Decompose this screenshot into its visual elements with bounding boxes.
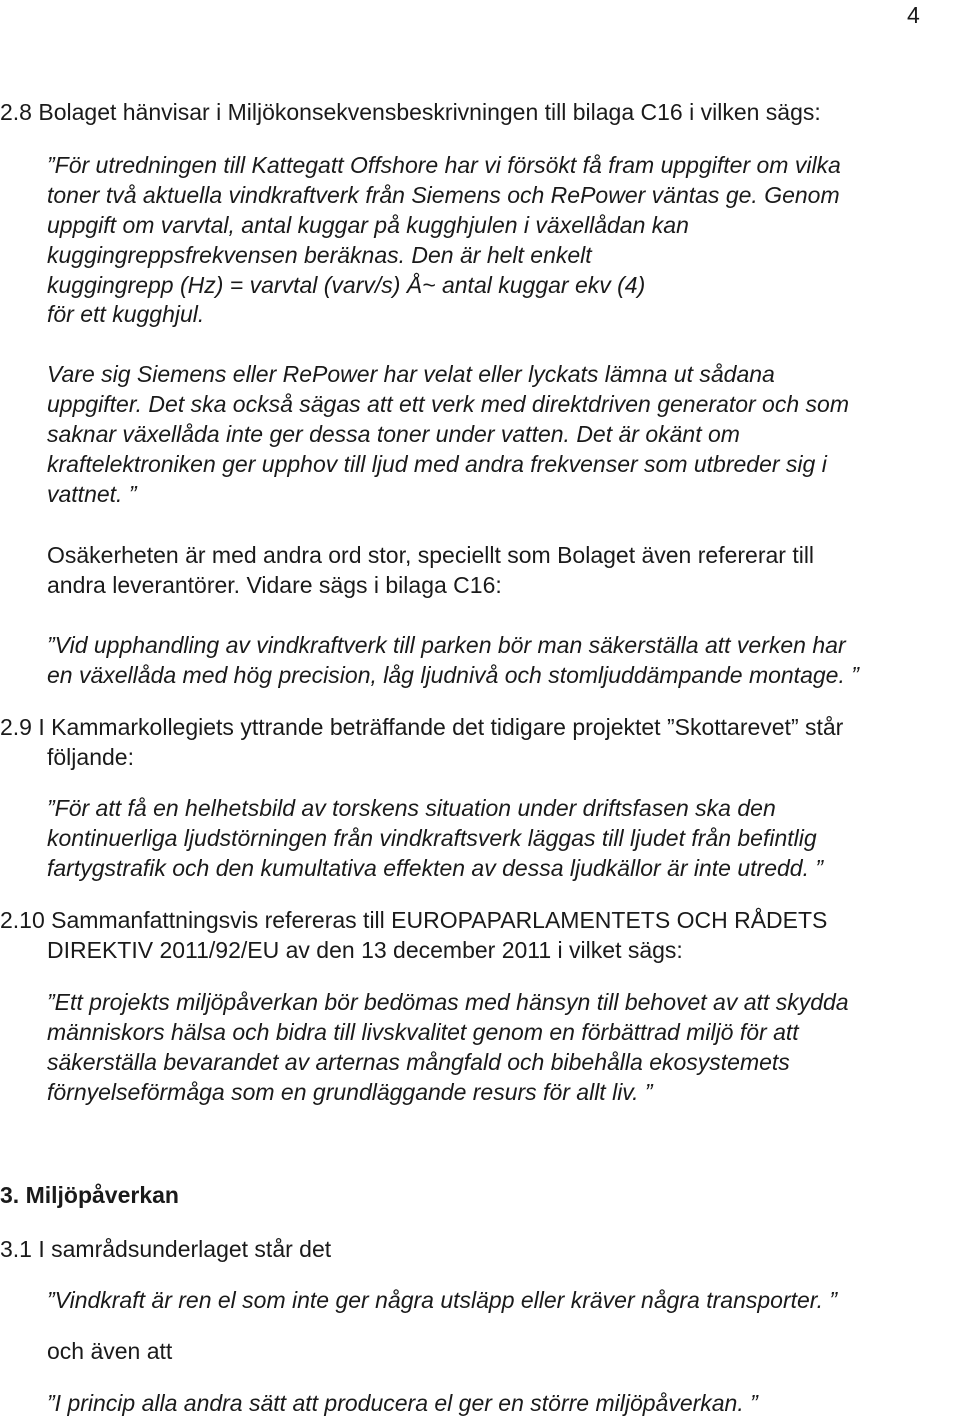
section-2-9-heading: 2.9 I Kammarkollegiets yttrande beträffande det tidigare projektet ”Skottarevet” står	[0, 714, 844, 740]
quote-line: saknar växellåda inte ger dessa toner under vatten. Det är okänt om	[47, 421, 740, 447]
body-line: andra leverantörer. Vidare sägs i bilaga C16:	[47, 572, 502, 598]
body-line: Osäkerheten är med andra ord stor, speciellt som Bolaget även refererar till	[47, 542, 815, 568]
body-line: och även att	[47, 1338, 173, 1364]
quote-line: ”Vid upphandling av vindkraftverk till parken bör man säkerställa att verken har	[47, 632, 846, 658]
quote-line: kuggingrepp (Hz) = varvtal (varv/s) Å~ antal kuggar ekv (4)	[47, 272, 646, 298]
page-number: 4	[907, 2, 920, 28]
quote-line: säkerställa bevarandet av arternas mångfald och bibehålla ekosystemets	[47, 1049, 790, 1075]
quote-line: toner två aktuella vindkraftverk från Siemens och RePower väntas ge. Genom	[47, 182, 840, 208]
quote-line: fartygstrafik och den kumultativa effekten av dessa ljudkällor är inte utredd. ”	[47, 855, 824, 881]
quote-line: människors hälsa och bidra till livskvalitet genom en förbättrad miljö för att	[47, 1019, 799, 1045]
section-2-9-heading-cont: följande:	[47, 744, 134, 770]
section-2-10-heading-cont: DIREKTIV 2011/92/EU av den 13 december 2011 i vilket sägs:	[47, 937, 683, 963]
quote-line: förnyelseförmåga som en grundläggande resurs för allt liv. ”	[47, 1079, 653, 1105]
quote-line: uppgift om varvtal, antal kuggar på kugghjulen i växellådan kan	[47, 212, 689, 238]
quote-line: kuggingreppsfrekvensen beräknas. Den är helt enkelt	[47, 242, 592, 268]
quote-line: ”I princip alla andra sätt att producera el ger en större miljöpåverkan. ”	[47, 1390, 758, 1416]
section-3-heading: 3. Miljöpåverkan	[0, 1182, 179, 1208]
quote-line: vattnet. ”	[47, 481, 137, 507]
quote-line: ”Ett projekts miljöpåverkan bör bedömas med hänsyn till behovet av att skydda	[47, 989, 849, 1015]
quote-line: för ett kugghjul.	[47, 301, 205, 327]
quote-line: ”För utredningen till Kattegatt Offshore har vi försökt få fram uppgifter om vilka	[47, 152, 841, 178]
quote-line: en växellåda med hög precision, låg ljudnivå och stomljuddämpande montage. ”	[47, 662, 859, 688]
quote-line: Vare sig Siemens eller RePower har velat eller lyckats lämna ut sådana	[47, 361, 775, 387]
section-3-1-heading: 3.1 I samrådsunderlaget står det	[0, 1236, 332, 1262]
quote-line: uppgifter. Det ska också sägas att ett verk med direktdriven generator och som	[47, 391, 849, 417]
quote-line: ”Vindkraft är ren el som inte ger några utsläpp eller kräver några transporter. ”	[47, 1287, 838, 1313]
quote-line: kraftelektroniken ger upphov till ljud med andra frekvenser som utbreder sig i	[47, 451, 827, 477]
quote-line: ”För att få en helhetsbild av torskens situation under driftsfasen ska den	[47, 795, 776, 821]
quote-line: kontinuerliga ljudstörningen från vindkraftsverk läggas till ljudet från befintlig	[47, 825, 817, 851]
section-2-8-heading: 2.8 Bolaget hänvisar i Miljökonsekvensbeskrivningen till bilaga C16 i vilken sägs:	[0, 99, 821, 125]
section-2-10-heading: 2.10 Sammanfattningsvis refereras till EUROPAPARLAMENTETS OCH RÅDETS	[0, 907, 828, 933]
